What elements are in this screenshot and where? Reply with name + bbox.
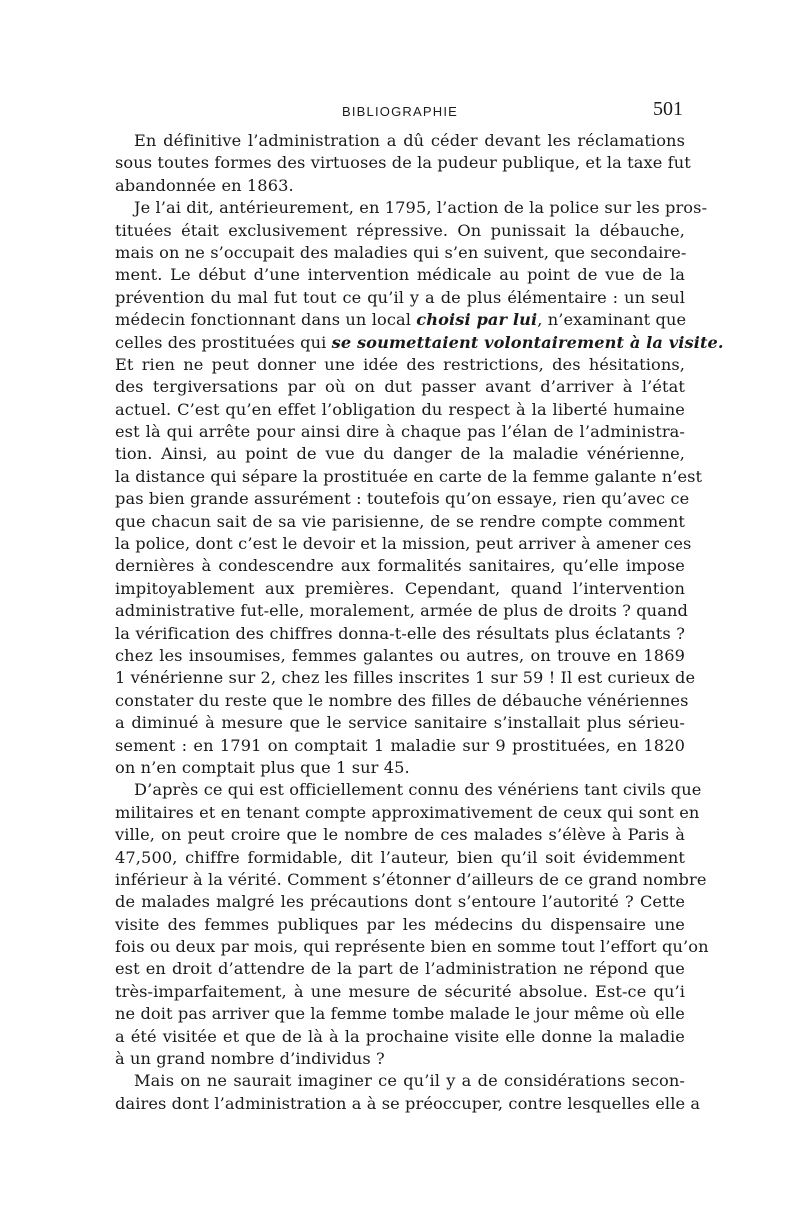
- line-text-after: , n’examinant que: [537, 310, 687, 330]
- text-line: [115, 667, 696, 689]
- text-line: [115, 802, 700, 824]
- text-line: [115, 242, 685, 264]
- text-line: [115, 1070, 685, 1092]
- text-line: [115, 220, 685, 242]
- text-line: [115, 354, 685, 376]
- line-text: ville, on peut croire que le nombre de ces malades s’élève à Paris à: [115, 825, 685, 845]
- line-text: la distance qui sépare la prostituée en carte de la femme galante n’est: [115, 466, 703, 486]
- text-line: [115, 712, 685, 734]
- line-text: administrative fut-elle, moralement, armée de plus de droits ? quand: [115, 601, 688, 621]
- line-text: D’après ce qui est officiellement connu des vénériens tant civils que: [134, 780, 702, 800]
- text-line: [115, 1003, 685, 1025]
- text-line: [115, 735, 685, 757]
- text-line: [115, 466, 703, 488]
- line-text: constater du reste que le nombre des filles de débauche vénériennes: [115, 690, 689, 710]
- text-line: [115, 332, 724, 354]
- line-text: sement : en 1791 on comptait 1 maladie sur 9 prostituées, en 1820: [115, 735, 685, 755]
- line-text: on n’en comptait plus que 1 sur 45.: [115, 757, 410, 777]
- line-text: prévention du mal fut tout ce qu’il y a de plus élémentaire : un seul: [115, 287, 685, 307]
- line-text: tituées était exclusivement répressive. On punissait la débauche,: [115, 220, 685, 240]
- line-text: chez les insoumises, femmes galantes ou autres, on trouve en 1869: [115, 645, 685, 665]
- text-line: [115, 421, 685, 443]
- text-line: [115, 757, 685, 779]
- text-line: [115, 869, 707, 891]
- line-text: de malades malgré les précautions dont s’entoure l’autorité ? Cette: [115, 892, 685, 912]
- line-text: 1 vénérienne sur 2, chez les filles inscrites 1 sur 59 ! Il est curieux de: [115, 668, 696, 688]
- line-text: des tergiversations par où on dut passer avant d’arriver à l’état: [115, 377, 685, 397]
- line-text: fois ou deux par mois, qui représente bien en somme tout l’effort qu’on: [115, 937, 709, 957]
- text-line: [115, 309, 685, 331]
- line-text: ne doit pas arriver que la femme tombe malade le jour même où elle: [115, 1004, 685, 1024]
- line-text: très-imparfaitement, à une mesure de sécurité absolue. Est-ce qu’i: [115, 981, 685, 1001]
- line-text: pas bien grande assurément : toutefois qu’on essaye, rien qu’avec ce: [115, 489, 690, 509]
- text-line: [115, 1093, 701, 1115]
- text-line: [115, 175, 685, 197]
- text-line: [115, 645, 685, 667]
- line-text: tion. Ainsi, au point de vue du danger de la maladie vénérienne,: [115, 444, 685, 464]
- text-line: [115, 443, 685, 465]
- line-italic-text: se soumettaient volontairement à la visite.: [331, 332, 724, 352]
- body-text: [115, 130, 724, 1115]
- text-line: [115, 981, 685, 1003]
- text-line: [115, 197, 708, 219]
- text-line: [115, 152, 691, 174]
- line-text: daires dont l’administration a à se préoccuper, contre lesquelles elle a: [115, 1093, 701, 1113]
- text-line: [115, 1026, 685, 1048]
- line-italic-text: choisi par lui: [416, 310, 538, 330]
- text-line: [115, 376, 685, 398]
- line-text: à un grand nombre d’individus ?: [115, 1049, 385, 1069]
- text-line: [115, 533, 692, 555]
- line-text: dernières à condescendre aux formalités sanitaires, qu’elle impose: [115, 556, 685, 576]
- line-text: médecin fonctionnant dans un local: [115, 310, 417, 330]
- line-text: impitoyablement aux premières. Cependant, quand l’intervention: [115, 578, 685, 598]
- line-text: que chacun sait de sa vie parisienne, de se rendre compte comment: [115, 511, 685, 531]
- text-line: [115, 824, 685, 846]
- page-number: 501: [653, 98, 683, 120]
- running-head: [115, 98, 685, 124]
- line-text: En définitive l’administration a dû céder devant les réclamations: [134, 131, 685, 150]
- text-line: [115, 1048, 685, 1070]
- text-line: [115, 914, 685, 936]
- line-text: 47,500, chiffre formidable, dit l’auteur, bien qu’il soit évidemment: [115, 847, 685, 867]
- text-line: [115, 578, 685, 600]
- line-text: a diminué à mesure que le service sanitaire s’installait plus sérieu-: [115, 713, 685, 733]
- running-title: BIBLIOGRAPHIE: [341, 104, 459, 119]
- text-line: [115, 399, 685, 421]
- line-text: militaires et en tenant compte approximativement de ceux qui sont en: [115, 802, 700, 822]
- text-line: [115, 264, 685, 286]
- text-line: [115, 847, 685, 869]
- text-line: [115, 600, 688, 622]
- line-text: Et rien ne peut donner une idée des restrictions, des hésitations,: [115, 354, 685, 374]
- text-line: [115, 555, 685, 577]
- line-text: ment. Le début d’une intervention médicale au point de vue de la: [115, 265, 685, 285]
- line-text: la police, dont c’est le devoir et la mission, peut arriver à amener ces: [115, 534, 692, 554]
- line-text: est là qui arrête pour ainsi dire à chaque pas l’élan de l’administra-: [115, 422, 685, 442]
- line-text: est en droit d’attendre de la part de l’administration ne répond que: [115, 959, 685, 979]
- text-line: [115, 958, 685, 980]
- text-line: [115, 690, 689, 712]
- line-text: mais on ne s’occupait des maladies qui s’en suivent, que secondaire-: [115, 242, 687, 262]
- text-line: [115, 891, 685, 913]
- text-line: [115, 287, 685, 309]
- line-text: abandonnée en 1863.: [115, 175, 294, 195]
- text-line: [115, 779, 702, 801]
- line-text: visite des femmes publiques par les médecins du dispensaire une: [115, 914, 685, 934]
- text-line: [115, 623, 685, 645]
- line-text: actuel. C’est qu’en effet l’obligation du respect à la liberté humaine: [115, 399, 685, 419]
- text-line: [115, 511, 685, 533]
- line-text: Je l’ai dit, antérieurement, en 1795, l’action de la police sur les pros-: [134, 198, 708, 218]
- text-line: [115, 130, 685, 152]
- line-text: a été visitée et que de là à la prochaine visite elle donne la maladie: [115, 1026, 685, 1046]
- line-text: sous toutes formes des virtuoses de la pudeur publique, et la taxe fut: [115, 153, 691, 173]
- line-text: Mais on ne saurait imaginer ce qu’il y a de considérations secon-: [134, 1071, 685, 1091]
- line-text: la vérification des chiffres donna-t-elle des résultats plus éclatants ?: [115, 623, 685, 643]
- line-text: inférieur à la vérité. Comment s’étonner d’ailleurs de ce grand nombre: [115, 869, 707, 889]
- text-line: [115, 488, 690, 510]
- text-line: [115, 936, 709, 958]
- line-text: celles des prostituées qui: [115, 332, 332, 352]
